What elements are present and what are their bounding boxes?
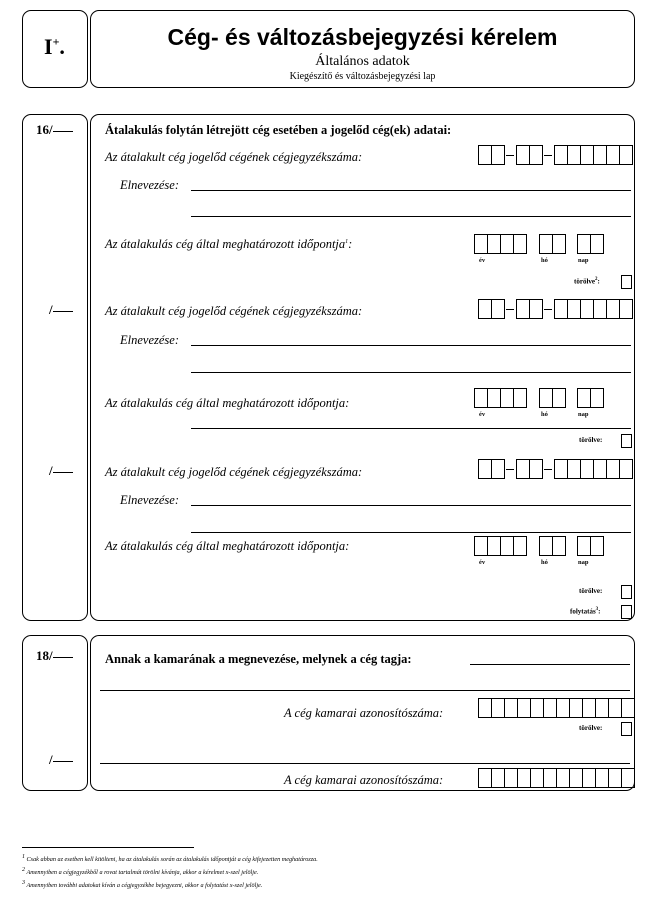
- footnote-1-text: Csak abban az esetben kell kitölteni, ha az átalakulás során az átalakulás időpontját a cég kifejezetten meghatározza.: [26, 856, 318, 864]
- reg-dash: [506, 469, 514, 470]
- name-label-2: Elnevezése:: [120, 333, 179, 347]
- reg-number-field-1c[interactable]: [554, 145, 633, 165]
- chamber-name-field-b[interactable]: [100, 690, 630, 691]
- footnote-1: [22, 854, 318, 863]
- footnote-3-text: Amennyiben további adatokat kíván a cégjegyzékbe bejegyezni, akkor a folytatást x-szel jelölje.: [26, 882, 263, 890]
- date-label-1: [105, 237, 352, 252]
- day-caption-3: nap: [578, 559, 589, 566]
- date-label-2: Az átalakulás cég által meghatározott időpontja:: [105, 396, 350, 410]
- chamber-name-field-c[interactable]: [100, 763, 630, 764]
- name-label-1: Elnevezése:: [120, 178, 179, 192]
- chamber-id-field-2[interactable]: [478, 768, 635, 788]
- date-month-field-1[interactable]: [539, 234, 566, 254]
- section18-subnumber: [49, 752, 73, 768]
- section16-sub-label-2: /: [49, 463, 53, 478]
- footnote-2-number: 2: [22, 867, 25, 873]
- section16-number: [36, 122, 73, 138]
- deleted-label-1-colon: :: [597, 277, 600, 286]
- reg-number-field-3b[interactable]: [516, 459, 543, 479]
- deleted-checkbox-2[interactable]: [621, 434, 632, 448]
- footnote-3-number: 3: [22, 880, 25, 886]
- deleted-label-1-sup: 2: [595, 277, 598, 282]
- date-label-3: Az átalakulás cég által meghatározott időpontja:: [105, 539, 350, 553]
- section16-subnumber-1: [49, 302, 73, 318]
- name-field-3a[interactable]: [191, 505, 631, 506]
- header-code: [44, 34, 65, 60]
- chamber-id-label-2: A cég kamarai azonosítószáma:: [284, 773, 444, 787]
- date-label-1-sup: 1: [345, 238, 349, 245]
- day-caption-1: nap: [578, 257, 589, 264]
- section18-deleted-label: törölve:: [579, 724, 603, 732]
- reg-dash: [506, 155, 514, 156]
- continuation-label: [570, 607, 601, 615]
- reg-number-label-1: Az átalakult cég jogelőd cégének cégjegyzékszáma:: [105, 150, 363, 164]
- date-year-field-1[interactable]: [474, 234, 527, 254]
- deleted-label-1: [574, 277, 600, 285]
- reg-dash: [506, 309, 514, 310]
- footnote-2: [22, 867, 258, 876]
- deleted-label-2: törölve:: [579, 436, 603, 444]
- section16-num-label: 16/: [36, 122, 53, 137]
- reg-dash: [544, 155, 552, 156]
- footnote-2-text: Amennyiben a cégjegyzékből a rovat tartalmát törölni kívánja, akkor a kérelmet x-szel jelölje.: [26, 869, 259, 877]
- year-caption-1: év: [479, 257, 486, 264]
- footnote-3: [22, 880, 262, 889]
- footnote-separator: [22, 847, 194, 848]
- reg-number-field-2c[interactable]: [554, 299, 633, 319]
- name-field-2b[interactable]: [191, 372, 631, 373]
- section18-deleted-checkbox[interactable]: [621, 722, 632, 736]
- continuation-checkbox[interactable]: [621, 605, 632, 619]
- deleted-checkbox-1[interactable]: [621, 275, 632, 289]
- deleted-checkbox-3[interactable]: [621, 585, 632, 599]
- date-day-field-3[interactable]: [577, 536, 604, 556]
- reg-number-field-2a[interactable]: [478, 299, 505, 319]
- date-month-field-2[interactable]: [539, 388, 566, 408]
- deleted-label-3: törölve:: [579, 587, 603, 595]
- chamber-id-label-1: A cég kamarai azonosítószáma:: [284, 706, 444, 720]
- continuation-colon: :: [598, 607, 601, 616]
- section16-subnumber-2: [49, 463, 73, 479]
- code-dot: .: [59, 34, 65, 59]
- footnote-1-number: 1: [22, 854, 25, 860]
- continuation-sup: 3: [595, 607, 599, 612]
- reg-dash: [544, 469, 552, 470]
- reg-number-field-1b[interactable]: [516, 145, 543, 165]
- date-label-1-colon: :: [348, 237, 353, 251]
- reg-dash: [544, 309, 552, 310]
- page-subtitle: Általános adatok: [315, 54, 410, 69]
- date-year-field-3[interactable]: [474, 536, 527, 556]
- section18-number: [36, 648, 73, 664]
- date-underline-2: [191, 428, 631, 429]
- name-field-1b[interactable]: [191, 216, 631, 217]
- reg-number-field-2b[interactable]: [516, 299, 543, 319]
- name-field-2a[interactable]: [191, 345, 631, 346]
- deleted-label-1-text: törölve: [574, 277, 595, 286]
- chamber-name-field-a[interactable]: [470, 664, 630, 665]
- month-caption-1: hó: [541, 257, 548, 264]
- reg-number-field-3a[interactable]: [478, 459, 505, 479]
- section18-sub-label: /: [49, 752, 53, 767]
- section16-heading: Átalakulás folytán létrejött cég esetében a jogelőd cég(ek) adatai:: [105, 123, 452, 137]
- page-title: Cég- és változásbejegyzési kérelem: [167, 24, 558, 50]
- section16-number-box: [22, 114, 88, 621]
- date-label-1-text: Az átalakulás cég által meghatározott időpontja: [105, 237, 346, 251]
- month-caption-2: hó: [541, 411, 548, 418]
- reg-number-field-1a[interactable]: [478, 145, 505, 165]
- section18-heading: Annak a kamarának a megnevezése, melynek a cég tagja:: [105, 652, 412, 666]
- date-month-field-3[interactable]: [539, 536, 566, 556]
- name-field-1a[interactable]: [191, 190, 631, 191]
- continuation-text: folytatás: [570, 607, 596, 616]
- chamber-id-field-1[interactable]: [478, 698, 635, 718]
- section18-num-label: 18/: [36, 648, 53, 663]
- name-label-3: Elnevezése:: [120, 493, 179, 507]
- reg-number-label-3: Az átalakult cég jogelőd cégének cégjegyzékszáma:: [105, 465, 363, 479]
- reg-number-label-2: Az átalakult cég jogelőd cégének cégjegyzékszáma:: [105, 304, 363, 318]
- date-year-field-2[interactable]: [474, 388, 527, 408]
- year-caption-2: év: [479, 411, 486, 418]
- page-subtitle-2: Kiegészítő és változásbejegyzési lap: [289, 71, 436, 82]
- section16-sub-label-1: /: [49, 302, 53, 317]
- date-day-field-2[interactable]: [577, 388, 604, 408]
- month-caption-3: hó: [541, 559, 548, 566]
- reg-number-field-3c[interactable]: [554, 459, 633, 479]
- date-day-field-1[interactable]: [577, 234, 604, 254]
- code-letter: I: [44, 34, 53, 59]
- year-caption-3: év: [479, 559, 486, 566]
- code-sup: +: [52, 34, 60, 49]
- name-field-3b[interactable]: [191, 532, 631, 533]
- day-caption-2: nap: [578, 411, 589, 418]
